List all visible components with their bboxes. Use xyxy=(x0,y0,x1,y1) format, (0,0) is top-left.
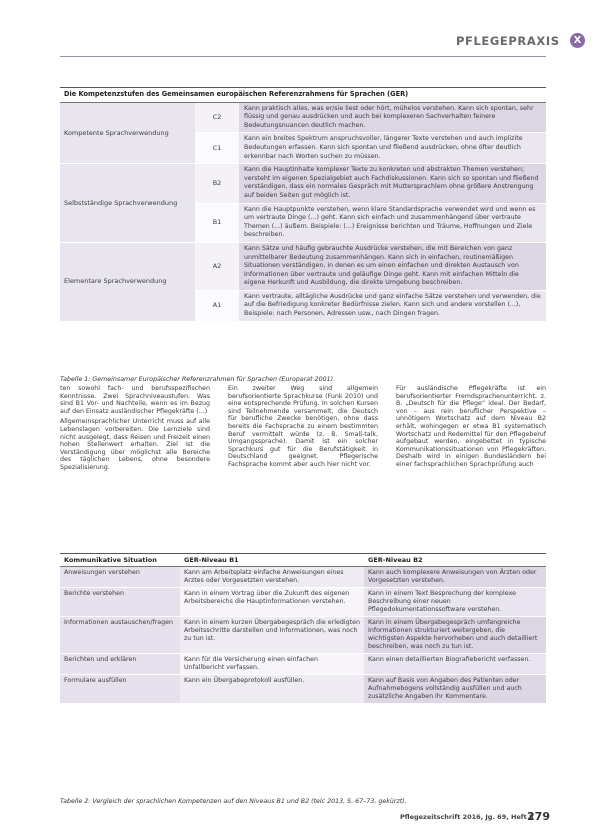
table2-caption: Tabelle 2: Vergleich der sprachlichen Kompetenzen auf den Niveaus B1 und B2 (telc 2013, S. 67–73, gekürzt). xyxy=(60,798,407,805)
code-cell: A2 xyxy=(195,242,239,290)
b1-cell: Kann ein Übergabeprotokoll ausfüllen. xyxy=(180,675,364,704)
description-cell: Kann Sätze und häufig gebrauchte Ausdrücke verstehen, die mit Bereichen von ganz unmittelbarer Bedeutung zusammenhängen. Kann sich in einfachen, routinemäßigen Situationen verständigen, in denen es um einen einfachen und direkten Austausch von Informationen über vertraute und geläufige Dinge geht. Kann mit einfachen Mitteln die eigene Herkunft und Ausbildung, die direkte Umgebung beschreiben. xyxy=(239,242,546,290)
table-row xyxy=(60,675,546,704)
running-header xyxy=(440,33,590,51)
table1-title: Die Kompetenzstufen des Gemeinsamen europäischen Referenzrahmens für Sprachen (GER) xyxy=(60,87,546,103)
paragraph: ten sowohl fach- und berufsspezifischen Kenntnisse. Zwei Sprachniveaustufen: Was sind B1 Vor- und Nachteile, wenn es im Bezug auf den Einsatz ausländischer Pflegekräfte (...) xyxy=(60,385,210,415)
b2-cell: Kann auch komplexere Anweisungen von Ärzten oder Vorgesetzten verstehen. xyxy=(364,567,546,588)
description-cell: Kann praktisch alles, was er/sie liest oder hört, mühelos verstehen. Kann sich spontan, sehr flüssig und genau ausdrücken und auch bei komplexeren Sachverhalten feinere Bedeutungsnuancen deutlich machen. xyxy=(239,103,546,133)
table-row xyxy=(60,164,546,203)
journal-citation: Pflegezeitschrift 2016, Jg. 69, Heft 5 xyxy=(400,813,534,821)
description-cell: Kann vertraute, alltägliche Ausdrücke und ganz einfache Sätze verstehen und verwenden, die auf die Befriedigung konkreter Bedürfnisse zielen. Kann sich und andere vorstellen (...), Beispiele: nach Personen, Adressen usw., nach Dingen fragen. xyxy=(239,290,546,321)
body-column-3 xyxy=(396,385,546,472)
b2-cell: Kann in einem Übergabegespräch umfangreiche Informationen strukturiert weitergeben, die wichtigsten Aspekte hervorheben und auch detailliert beschreiben, was noch zu tun ist. xyxy=(364,617,546,654)
page-number: 279 xyxy=(527,810,550,823)
column-header: Kommunikative Situation xyxy=(60,554,180,567)
code-cell: B1 xyxy=(195,203,239,242)
situation-cell: Berichte verstehen xyxy=(60,588,180,617)
table-row xyxy=(60,588,546,617)
situation-cell: Informationen austauschen/fragen xyxy=(60,617,180,654)
b1-b2-comparison-table xyxy=(60,553,546,704)
b1-cell: Kann in einem kurzen Übergabegespräch die erledigten Arbeitsschritte darstellen und Informationen, was noch zu tun ist. xyxy=(180,617,364,654)
table-row xyxy=(60,242,546,290)
paragraph: Für ausländische Pflegekräfte ist ein berufsorientierter Fremdsprachenunterricht, z. B. „Deutsch für die Pflege“ ideal. Der Bedarf, von – aus rein beruflicher Perspektive – unnötigem Wortschatz auf dem Niveau B2 erhält, wohingegen er etwa B1 systematisch Wortschatz und Redemittel für den Pflegeberuf aufgebaut werden, eingebettet in typische Kommunikationssituationen von Pflegekräften. Deshalb wird in einigen Bundesländern bei einer fachsprachlichen Sprachprüfung auch xyxy=(396,385,546,468)
description-cell: Kann die Hauptpunkte verstehen, wenn klare Standardsprache verwendet wird und wenn es um vertraute Dinge (...) geht. Kann sich einfach und zusammenhängend über vertraute Themen (...) äußern. Beispiele: (...) Ereignisse berichten und Träume, Hoffnungen und Ziele beschreiben. xyxy=(239,203,546,242)
b1-cell: Kann am Arbeitsplatz einfache Anweisungen eines Arztes oder Vorgesetzten verstehen. xyxy=(180,567,364,588)
b1-cell: Kann in einem Vortrag über die Zukunft des eigenen Arbeitsbereichs die Hauptinformationen verstehen. xyxy=(180,588,364,617)
description-cell: Kann ein breites Spektrum anspruchsvoller, längerer Texte verstehen und auch implizite Bedeutungen erfassen. Kann sich spontan und fließend ausdrücken, ohne öfter deutlich erkennbar nach Worten suchen zu müssen. xyxy=(239,133,546,164)
situation-cell: Berichten und erklären xyxy=(60,654,180,675)
column-header: GER-Niveau B1 xyxy=(180,554,364,567)
situation-cell: Anweisungen verstehen xyxy=(60,567,180,588)
body-column-2 xyxy=(228,385,378,472)
b2-cell: Kann in einem Text Besprechung der komplexe Beschreibung einer neuen Pflegedokumentationssoftware verstehen. xyxy=(364,588,546,617)
code-cell: C2 xyxy=(195,103,239,133)
code-cell: B2 xyxy=(195,164,239,203)
b2-cell: Kann einen detaillierten Biografiebericht verfassen. xyxy=(364,654,546,675)
table-row xyxy=(60,103,546,133)
description-cell: Kann die Hauptinhalte komplexer Texte zu konkreten und abstrakten Themen verstehen; versteht im eigenen Spezialgebiet auch Fachdiskussionen. Kann sich so spontan und fließend verständigen, dass ein normales Gespräch mit Muttersprachlern ohne größere Anstrengung auf beiden Seiten gut möglich ist. xyxy=(239,164,546,203)
situation-cell: Formulare ausfüllen xyxy=(60,675,180,704)
header-divider xyxy=(60,56,546,57)
body-column-1 xyxy=(60,385,210,475)
level-cell: Kompetente Sprachverwendung xyxy=(60,103,195,164)
table-header-row xyxy=(60,554,546,567)
section-title: PFLEGEPRAXIS xyxy=(456,34,560,48)
b1-cell: Kann für die Versicherung einen einfachen Unfallbericht verfassen. xyxy=(180,654,364,675)
b2-cell: Kann auf Basis von Angaben des Patienten oder Aufnahmebogens vollständig ausfüllen und auch zusätzliche Angaben ihr Kommentare. xyxy=(364,675,546,704)
page-footer xyxy=(400,810,550,824)
paragraph: Allgemeinsprachlicher Unterricht muss auf alle Lebenslagen vorbereiten. Die Lernziele sind nicht ausgelegt, dass Reisen und Freizeit einen hohen Stellenwert erhalten. Ziel ist die Verständigung über möglichst alle Bereiche des täglichen Lebens, ohne besondere Spezialisierung. xyxy=(60,418,210,471)
paragraph: Ein zweiter Weg sind allgemein berufsorientierte Sprachkurse (Funk 2010) und eine entsprechende Prüfung. In solchen Kursen sind Teilnehmende versammelt, die Deutsch für berufliche Zwecke benötigen, ohne dass bereits die Fachsprache zu einem bestimmten Beruf vermittelt würde (z. B. Small-talk, Umgangssprache). Damit ist ein solcher Sprachkurs gut für die Berufstätigkeit in Deutschland geeignet. Pflegerische Fachsprache kommt aber auch hier nicht vor. xyxy=(228,385,378,468)
table-row xyxy=(60,567,546,588)
table-row xyxy=(60,617,546,654)
level-cell: Elementare Sprachverwendung xyxy=(60,242,195,321)
column-header: GER-Niveau B2 xyxy=(364,554,546,567)
code-cell: A1 xyxy=(195,290,239,321)
level-cell: Selbstständige Sprachverwendung xyxy=(60,164,195,243)
competence-levels-table xyxy=(60,87,546,322)
table1-caption: Tabelle 1: Gemeinsamer Europäischer Referenzrahmen für Sprachen (Europarat 2001). xyxy=(60,376,336,383)
table-row xyxy=(60,654,546,675)
x-circle-icon: X xyxy=(570,33,585,48)
code-cell: C1 xyxy=(195,133,239,164)
